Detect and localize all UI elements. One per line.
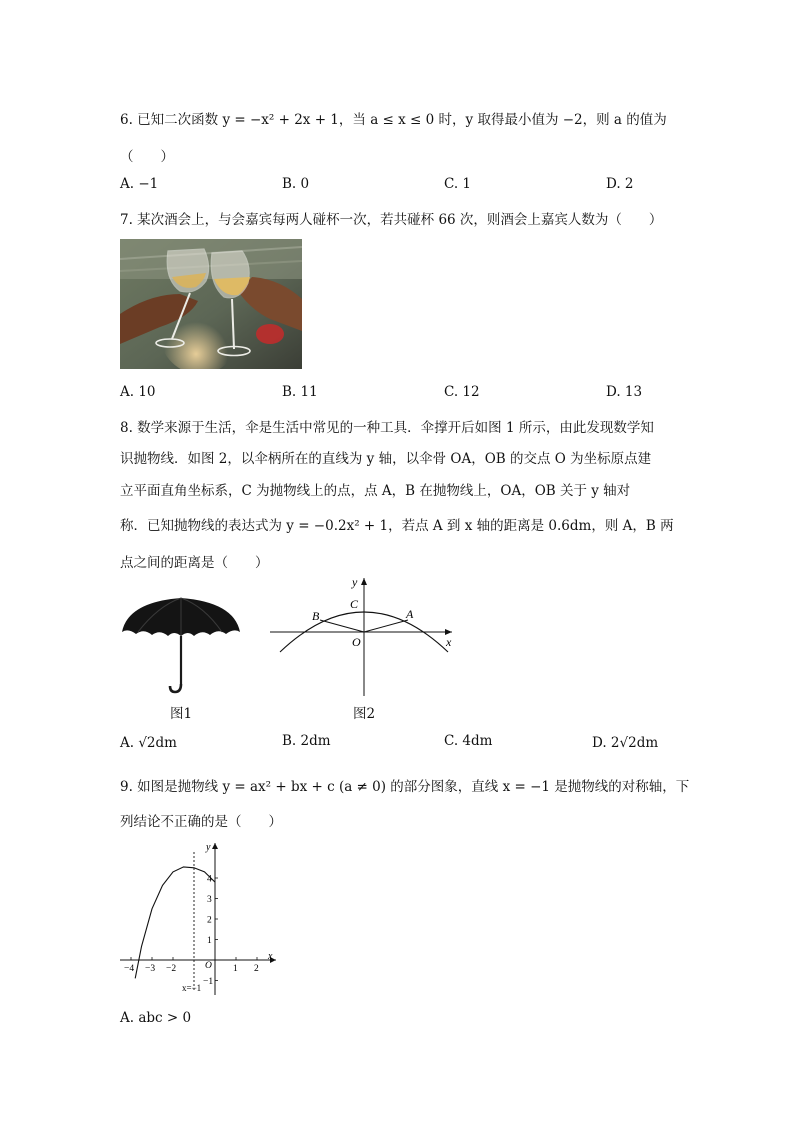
q7-option-c: C. 12 — [444, 384, 480, 400]
fig2-label-o: O — [352, 635, 361, 649]
q6-paren: （ ） — [120, 149, 174, 165]
q8-line-3: 立平面直角坐标系，C 为抛物线上的点，点 A，B 在抛物线上，OA，OB 关于 y 轴对 — [120, 483, 631, 499]
fig2-label-x: x — [446, 635, 452, 649]
q8-line-1: 8. 数学来源于生活，伞是生活中常见的一种工具．伞撑开后如图 1 所示，由此发现数学知 — [120, 420, 654, 436]
fig2-label-b: B — [312, 609, 320, 623]
graph-y-tick-label: 2 — [207, 915, 212, 926]
q8-line-2: 识抛物线．如图 2，以伞柄所在的直线为 y 轴，以伞骨 OA，OB 的交点 O 为坐标原点建 — [120, 451, 652, 467]
wine-toast-photo — [120, 239, 302, 369]
parabola-diagram — [268, 574, 460, 698]
q8-option-a: A. √2dm — [120, 735, 177, 751]
q7-option-b: B. 11 — [282, 384, 318, 400]
q6-option-b: B. 0 — [282, 176, 310, 192]
q6-option-d: D. 2 — [606, 176, 634, 192]
fig2-caption: 图2 — [353, 706, 376, 722]
graph-label-origin: O — [205, 961, 212, 971]
fig2-diagram — [268, 574, 460, 698]
graph-label-axis-of-symmetry: x=−1 — [182, 983, 202, 993]
fig1-caption: 图1 — [170, 706, 193, 722]
segment-oa — [364, 620, 408, 632]
graph-y-tick-label: 3 — [207, 895, 212, 905]
graph-x-tick-label: 1 — [233, 964, 238, 974]
q8-line-4: 称．已知抛物线的表达式为 y = −0.2x² + 1，若点 A 到 x 轴的距离是 0.6dm，则 A，B 两 — [120, 518, 674, 534]
q8-option-c: C. 4dm — [444, 733, 493, 749]
parabola-curve-graph — [135, 867, 215, 979]
q9-line-2: 列结论不正确的是（ ） — [120, 814, 282, 830]
q8-option-d: D. 2√2dm — [592, 735, 659, 751]
q8-option-b: B. 2dm — [282, 733, 331, 749]
graph-y-tick-label: 4 — [207, 874, 212, 885]
q9-graph — [118, 840, 278, 1000]
graph-label-y: y — [206, 842, 211, 853]
graph-x-tick-label: −2 — [166, 964, 177, 974]
fig2-label-a: A — [406, 607, 414, 621]
q6-stem: 6. 已知二次函数 y = −x² + 2x + 1，当 a ≤ x ≤ 0 时，y 取得最小值为 −2，则 a 的值为 — [120, 112, 667, 128]
umbrella-figure — [118, 592, 244, 696]
q7-option-d: D. 13 — [606, 384, 643, 400]
graph-y-tick-label: −1 — [203, 977, 214, 987]
q7-option-a: A. 10 — [120, 384, 156, 400]
fig2-label-c: C — [350, 597, 359, 611]
graph-x-tick-label: −3 — [145, 964, 156, 974]
umbrella-icon — [118, 592, 244, 696]
q6-option-a: A. −1 — [120, 176, 159, 192]
fig2-label-y: y — [352, 575, 358, 589]
q8-line-5: 点之间的距离是（ ） — [120, 555, 269, 571]
graph-x-tick-label: −4 — [124, 964, 135, 974]
wine-toast-illustration — [120, 239, 302, 369]
parabola-graph — [118, 840, 278, 1000]
graph-x-tick-label: 2 — [254, 964, 259, 974]
q6-option-c: C. 1 — [444, 176, 472, 192]
graph-label-x: x — [268, 951, 273, 962]
segment-ob — [320, 620, 364, 632]
graph-y-tick-label: 1 — [207, 936, 212, 946]
q9-line-1: 9. 如图是抛物线 y = ax² + bx + c (a ≠ 0) 的部分图象，直线 x = −1 是抛物线的对称轴，下 — [120, 779, 690, 795]
q9-option-a: A. abc > 0 — [120, 1010, 192, 1026]
q7-stem: 7. 某次酒会上，与会嘉宾每两人碰杯一次，若共碰杯 66 次，则酒会上嘉宾人数为（ ） — [120, 212, 663, 228]
